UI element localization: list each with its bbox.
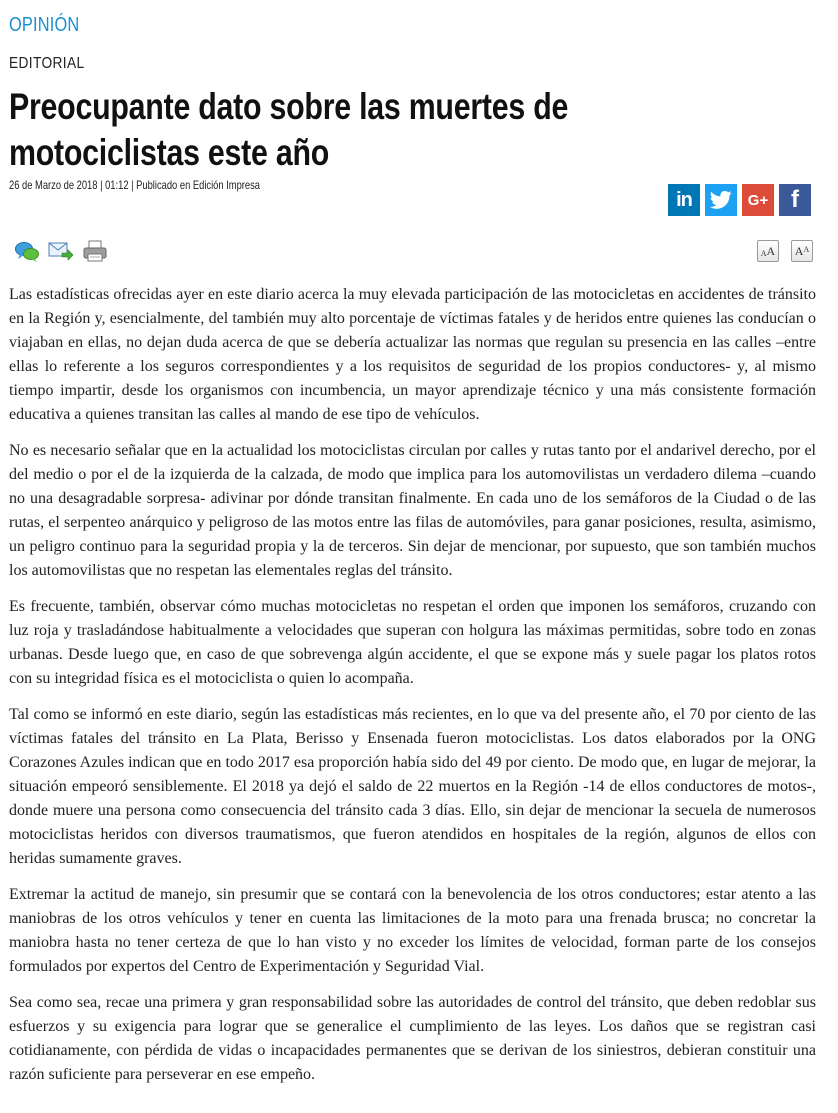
font-decrease-label: A [766,243,776,258]
section-label[interactable]: OPINIÓN [9,14,80,36]
twitter-share-button[interactable] [705,184,737,216]
font-decrease-icon: A [760,248,767,258]
article-body [9,283,816,1099]
email-icon[interactable] [48,238,74,264]
facebook-icon: f [791,186,799,213]
font-size-tools [757,240,813,262]
paragraph: Las estadísticas ofrecidas ayer en este diario acerca la muy elevada participación de las motocicletas en accidentes de tránsito en la Región y, esencialmente, del también muy alto porcentaje de víctimas fatales y de heridos entre quienes las conducían o viajaban en ellas, no dejan duda acerca de que se debería actualizar las normas que regulan su presencia en las calles –entre ellas lo referente a los seguros correspondientes y a los requisitos de seguridad de los propios conductores- y, al mismo tiempo impartir, desde los organismos con incumbencia, un mayor aprendizaje técnico y una más consistente formación educativa a quienes transitan las calles al mando de ese tipo de vehículos. [9,286,816,423]
paragraph: Sea como sea, recae una primera y gran responsabilidad sobre las autoridades de control del tránsito, que deben redoblar sus esfuerzos y su exigencia para lograr que se generalice el cumplimiento de las leyes. Los daños que se registran casi cotidianamente, con pérdida de vidas o incapacidades permanentes que se derivan de los siniestros, debieran constituir una razón suficiente para perseverar en ese empeño. [9,994,816,1083]
font-increase-label: A [794,243,804,258]
font-increase-button[interactable] [791,240,813,262]
paragraph: No es necesario señalar que en la actualidad los motociclistas circulan por calles y rutas tanto por el andarivel derecho, por el del medio o por el de la izquierda de la calzada, de modo que implica para los automovilistas un verdadero dilema –cuando no una desagradable sorpresa- adivinar por dónde transitan finalmente. En cada uno de los semáforos de la Ciudad o de las rutas, el serpenteo anárquico y peligroso de las motos entre las filas de automóviles, para ganar posiciones, resulta, asimismo, un peligro continuo para la seguridad propia y la de terceros. Sin dejar de mencionar, por supuesto, que son también muchos los automovilistas que no respetan las elementales reglas del tránsito. [9,442,816,579]
font-decrease-button[interactable] [757,240,779,262]
print-icon[interactable] [82,238,108,264]
linkedin-share-button[interactable] [668,184,700,216]
google-plus-icon: G+ [747,191,769,209]
article-tools [14,238,108,264]
headline: Preocupante dato sobre las muertes de motociclistas este año [9,86,569,173]
comment-icon[interactable] [14,238,40,264]
font-increase-icon: A [803,244,810,254]
linkedin-icon: in [676,188,692,211]
twitter-icon [710,190,732,210]
paragraph: Tal como se informó en este diario, según las estadísticas más recientes, en lo que va del presente año, el 70 por ciento de las víctimas fatales del tránsito en La Plata, Berisso y Ensenada fueron motociclistas. Los datos elaborados por la ONG Corazones Azules indican que en todo 2017 esa proporción había sido del 49 por ciento. De modo que, en lugar de mejorar, la situación empeoró sensiblemente. El 2018 ya dejó el saldo de 22 muertos en la Región -14 de ellos conductores de motos-, donde muere una persona como consecuencia del tránsito cada 3 días. Ello, sin dejar de mencionar la secuela de numerosos motociclistas heridos con diversos traumatismos, que fueron atendidos en hospitales de la región, algunos de ellos con heridas sumamente graves. [9,706,816,867]
paragraph: Extremar la actitud de manejo, sin presumir que se contará con la benevolencia de los otros conductores; estar atento a las maniobras de los otros vehículos y tener en cuenta las limitaciones de la moto para una frenada brusca; no concretar la maniobra hasta no tener certeza de que lo han visto y no exceder los límites de velocidad, forman parte de los consejos formulados por expertos del Centro de Experimentación y Seguridad Vial. [9,886,816,975]
paragraph: Es frecuente, también, observar cómo muchas motocicletas no respetan el orden que imponen los semáforos, cruzando con luz roja y trasladándose habitualmente a velocidades que superan con holgura las máximas permitidas, sobre todo en zonas urbanas. Desde luego que, en caso de que sobrevenga algún accidente, el que se expone más y suele pagar los platos rotos con su integridad física es el motociclista o quien lo acompaña. [9,598,816,687]
google-plus-share-button[interactable] [742,184,774,216]
kicker-label: EDITORIAL [9,55,85,72]
article-meta: 26 de Marzo de 2018 | 01:12 | Publicado en Edición Impresa [9,178,260,192]
facebook-share-button[interactable] [779,184,811,216]
share-buttons [668,184,811,216]
